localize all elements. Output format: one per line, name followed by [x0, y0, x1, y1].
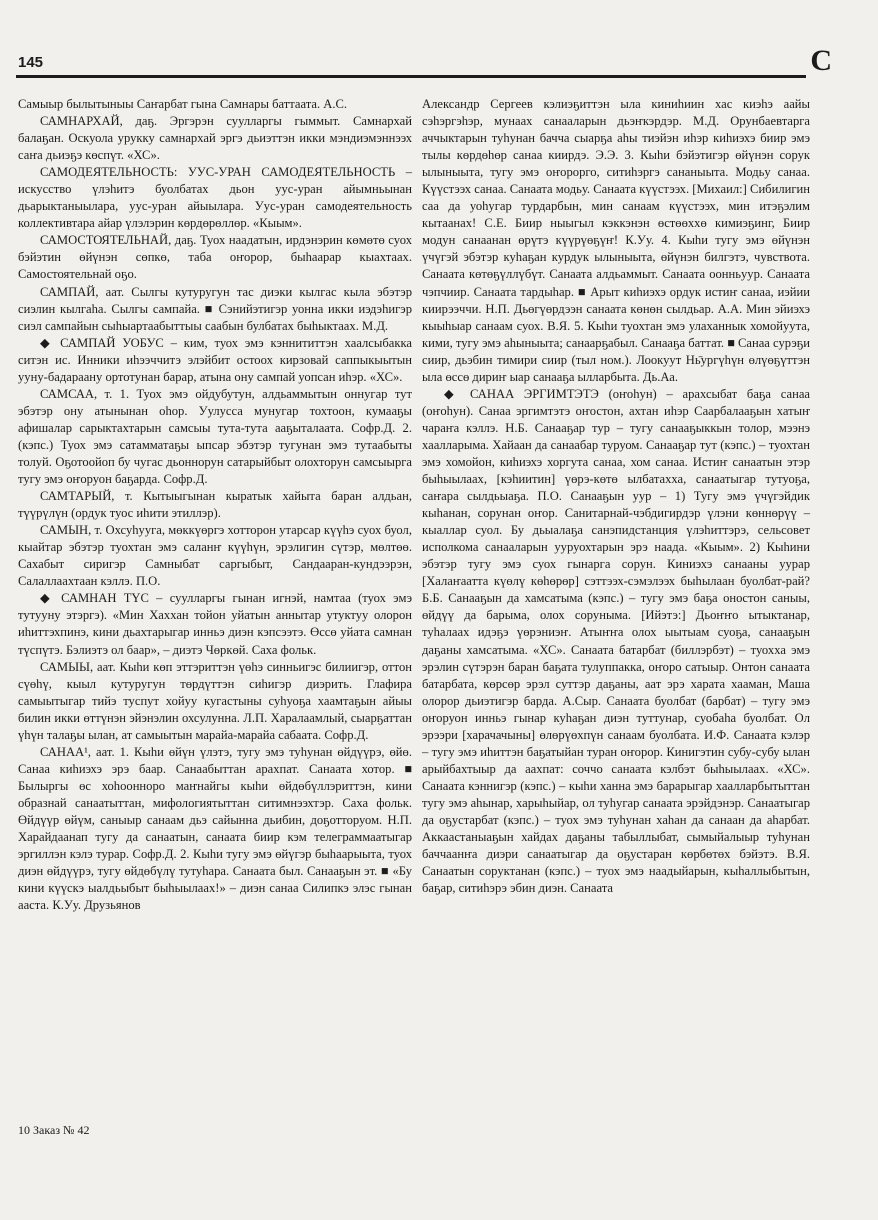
entry-paragraph: САМЫН, т. Охсуһууга, мөккүөргэ хотторон утарсар күүһэ суох буол, кыайтар эбэтэр туохтан эмэ саланҥ күүһүн, эрэлигин сүтэр, мөлтөө. Сахабыт сиригэр Самныбат саргыбыт, Сандааран-кундээрэн, Салаллаахтаан кэллэ. П.О.: [18, 523, 412, 589]
entry-paragraph: Александр Сергеев кэлиэҕиттэн ыла киниһиин хас киэһэ аайы сэһэргэһэр, мунаах санааларын дьэҥкэрдэр. М.Д. Орунбаевтарга аччыктарын туһунан баччa сыарҕа аһы тиэйэн иһэр киһиэхэ биир эмэ тылы көрдөһөр санаа киирдэ. Э.Э. 3. Кыһи бэйэтигэр өйүнэн сорук ылыныыта, тугу эмэ оҥорорго, ситиһэргэ сананыыта. Модьу санаа. Күүстээх санаа. Санаата модьу. Санаата күүстээх. [Михаил:] Сибилигин саа да уоһугар турдарбын, мин санаам күүстээх, мин итэҕэлим кытаанах! С.Е. Бииp ныыгыл кэккэнэн өстөөххө кимиэҕинг, Бииp модун санаанан өрүтэ күүрүөҕүҥ! К.Уу. 4. Кыһи тугу эмэ өйүнэн үчүгэй эбэтэр куһаҕан курдук ылыныыта, өйүнэн билгэтэ, чувствота. Санаата көтөҕүллүбүт. Санаата алдьаммыт. Санаата оонньуур. Санаата чэпчиир. Санаата тардыһар. ■ Арыт киһиэхэ ордук истиҥ санаа, иэйии киирээччи. Н.П. Дьөгүөрдээн санаата көнөн сылдьар. А.А. Мин эйиэхэ кыыһыар санаам суох. В.Я. 5. Кыһи туохтан эмэ улаханнык хомойуута, кими, тугу эмэ аһыныыта; санаарҕабыл. Санааҕа баттат. ■ Санаа сурэҕи сиир, дьэбин тимири сиир (тыл ном.). Лоокуут Нь̄ургүһүн өлүөҕүттэн ыла өссө дириҥ ыар санааҕа ылларбыта. Дь.Аа.: [422, 97, 810, 384]
header-rule: [16, 75, 806, 78]
right-column: [422, 96, 810, 897]
printer-signature: 10 Заказ № 42: [18, 1123, 90, 1137]
entry-paragraph: САМНАРХАЙ, даҕ. Эргэрэн суулларгы гыммыт. Самнархай балаҕан. Оскуола урукку самнархай эргэ дьиэттэн икки мэндиэмэннээх саҥа дьиэҕэ көспүт. «ХС».: [18, 114, 412, 163]
entry-paragraph: САМЫЫ, аат. Кыһи көп эттэриттэн үөһэ синньигэс билиигэр, оттон сүөһү, кыыл кутуругун төрдүттэн сиһигэр диэрить. Глафира самыытыгар тийэ туспут хойуу кугастыны суһуоҕа хаамтаҕын айыы билин икки өттүнэн эйэнэлин охсулунна. Л.П. Харалаамлый, сыарҕаттан үһүн талаҕы ылан, ат самыытын марайа-марайа сабаата. Софр.Д.: [18, 659, 412, 742]
entry-paragraph: ◆ САНАА ЭРГИМТЭТЭ (оҥоһун) – арахсыбат баҕа санаа (оҥоһун). Санаа эргимтэтэ оҥостон, ахтан иһэр Саарбалааҕын хатыҥ чараҥа кэллэ. Н.Б. Санааҕар тур – тугу санааҕыккын толор, мээнэ хаалларыма. Хайаан да санаабар туруом. Санааҕар тут (кэпс.) – туохтан эмэ хомойон, киһиэхэ хоргута санаа, хом санаа. Истиҥ санаатын этэр быһыылаах, [кэһиитин] үөрэ-көтө ылбатахха, санаатыгар тутуоҕа, саҥарa сылдьыаҕа. П.О. Санааҕын уур – 1) Тугу эмэ үчүгэйдик кыһанан, сорунан оҥор. Санитарнай-чэбдигирдэр үлэни көннөрүү – кыаллар суол. Бу дьыалаҕа санэпидстанция үлэһиттэрэ, сельсовет исполкома санааларын ууруохтарын эрэ наада. «Кыым». 2) Кыһини эбэтэр тугу эмэ суох гынарга сорун. Киниэхэ санааны уурар [Халаҥаатта күөлү көһөрөр] сэттээх-сэмэлээх быһылаан буолбат-рай? Б.Б. Санааҕын да хамсатыма (кэпс.) – тугу эмэ баҕа оноcтон саныы, өйдүү да барыма, олох соруныма. [Ийэтэ:] Дьоҥҥо ытыктанар, туһалаах идэҕэ үөрэниэҥ. Атыҥҥа олох ыытыам суоҕа, санааҕын даҕаны хамсатыма. «ХС». Санаата батарбат (биллэрбэт) – туохха эмэ эрэлин сүтэрэн баран баҕата тулуппакка, оҥоро сатыыр. Онтон санаата батарбата, көрсөр эрэл суттэр даҕаны, аат эрэ харата хаамaн, Маша олорор дьиэтигэр барда. А.Сыр. Санаата буолбат (барбат) – тугу эмэ оҥоруон инньэ гынар куһаҕан диэн туттунар, суобаһа буолбат. Ол эрээри [харачачыны] өлөрүөхпүн санаам буолбата. И.Ф. Санаата кэлэр – тугу эмэ иһиттэн баҕатыйан туран оҥорор. Кинигэтин субу-субу ылан арыйбахтыыр да аахпат: соччо санаата кэлбэт быһыылаах. «ХС». Санаата кэннигэр (кэпс.) – кыһи ханна эмэ барарыгар хаалларбытыттан тугу эмэ аһынар, харыһыйар, ол туһугар санаата эрэйдэнэр. Санаатыгар да оҕустарбат (кэпс.) – туох эмэ туһунан хаһан да санаан да аһарбат. Аккаастаныаҕын хайдах даҕаны табыллыбат, сымыйалыыр туһунан баччаанҥа диэри санаатыгар да оҕустаран көрбөтөх бэйэтэ. В.Я. Санаатын соруктанан (кэпс.) – туох эмэ наадыйарын, кыһаллыбытын, баҕар, ситиһэрэ эбин диэн. Санаата: [422, 386, 810, 896]
section-letter: С: [810, 44, 832, 77]
entry-paragraph: САМОДЕЯТЕЛЬНОСТЬ: УУС-УРАН САМОДЕЯТЕЛЬНОСТЬ – искусство үлэһитэ буолбатах дьон уус-уран айымньынан дьарыктаныылара, уус-уран айыылара. Уус-уран самодеятельность коллективтара айар үлэлэрин көрдөрөллөр. «Кыым».: [18, 165, 412, 231]
left-column: [18, 96, 412, 914]
entry-paragraph: САМОСТОЯТЕЛЬНАЙ, даҕ. Туох наадатын, ирдэнэрин көмөтө суох бэйэтин өйүнэн сөпкө, таба оҥорор, быһаарар кыахтаах. Самостоятельнай оҕо.: [18, 233, 412, 282]
entry-paragraph: САМПАЙ, аат. Сылгы кутуругун тас диэки кылгас кыла эбэтэр сиэлин кылгаһа. Сылгы сампайа. ■ Сэнийэтигэр уонна икки иэдэһигэр сиэл сампайын сыһыартаабыттыы саабын булбатах быһыктаах. М.Д.: [18, 284, 412, 333]
page-number: 145: [18, 54, 44, 71]
entry-paragraph: САМСАА, т. 1. Туох эмэ ойдубутун, алдьаммытын оннугар тут эбэтэр ону атынынан оһор. Уулусса мунугар тохтоон, кумааҕы афишалар сарыктахтарын самсыы тута-тута ааҕыталаата. Софр.Д. 2. (кэпс.) Туох эмэ сатамматаҕы ыпсар эбэтэр тугунан эмэ тутаабыты толуй. Оҕотоойоп бу чугас дьоннорун сатарыйбыт олохторун самсыырга тугу эмэ оҥоруон баҕарда. Софр.Д.: [18, 386, 412, 487]
entry-paragraph: САМТАРЫЙ, т. Кытыыгынан кыратык хайыта баран алдьан, түүрүлүн (ордук туос иһити этиллэр).: [18, 489, 412, 521]
entry-paragraph: ◆ САМПАЙ УОБУС – ким, туох эмэ кэннититтэн хаалсыбакка ситэн ис. Инники иһээччитэ элэйбит остоох кирзовай саппыкыытын ууну-бадараану ортотунан барар, атына ону сампай уопсан иһэр. «ХС».: [18, 335, 412, 384]
entry-paragraph: САНАА¹, аат. 1. Кыһи өйүн үлэтэ, тугу эмэ туһунан өйдүүрэ, өйө. Санаа киһиэхэ эрэ баар. Санаабыттан арахпат. Санаата хотор. ■ Былыргы өс хоһоонноро маҥнайгы кыһи өйдөбүллэриттэн, кини образнай санаатыттан, мифологиятыттан ситимнээхтэр. Саха фольк. Өйдүүр өйүм, саныыр санаам дьэ сайынна дьибин, доҕотторуом. Н.П. Харайдаанап тугу да санаатын, санаата биир кэм телеграммаатыгар эргиллэн кэлэ турар. Софр.Д. 2. Кыһи тугу эмэ өйүгэр быһаарыыта, туох диэн өйдүүрэ, тугу өйдөбүлү тутуһара. Санаата был. Санааҕын эт. ■ «Бу кини күүскэ ыалдьыбыт быһыылаах!» – диэн санаа Силипкэ элэс гынан ааста. К.Уу. Друзьянов: [18, 744, 412, 913]
entry-paragraph: ◆ САМНАН ТҮС – суулларгы гынан игнэй, намтаа (туох эмэ тутууну этэргэ). «Мин Хаххан тойон уйатын аннытар утуктуу олорон иһиттэхпинэ, кини дьахтарыгар инньэ диэн кэпсээтэ. Өссө уйата самнан түспүтэ. Бэлиэтэ ол баар», – диэтэ Чөркөй. Саха фольк.: [18, 591, 412, 657]
entry-paragraph: Самыыр былытыныы Саҥарбат гына Самнары баттаата. А.С.: [18, 97, 348, 111]
